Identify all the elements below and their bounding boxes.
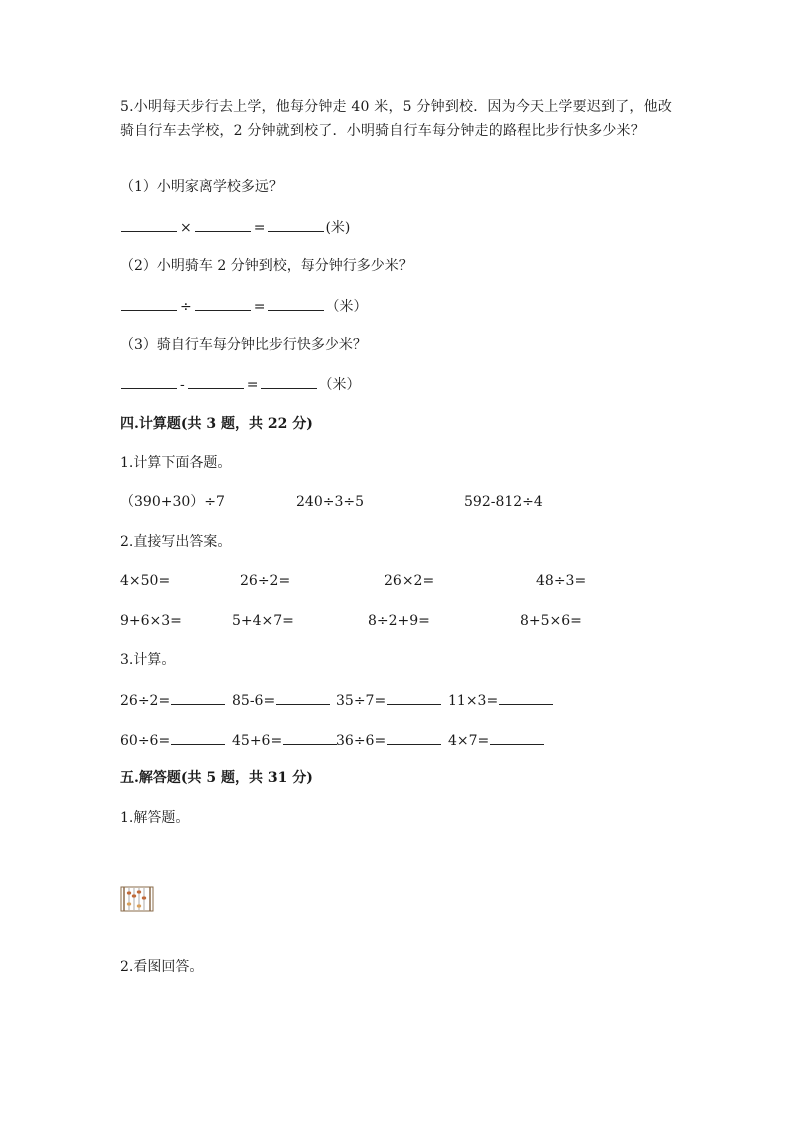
q5-sub1-equation bbox=[120, 217, 350, 238]
answer-blank[interactable] bbox=[387, 730, 441, 745]
answer-blank[interactable] bbox=[261, 374, 317, 389]
answer-blank[interactable] bbox=[499, 690, 553, 705]
q5-sub1-question: （1）小明家离学校多远？ bbox=[120, 179, 283, 195]
answer-blank[interactable] bbox=[171, 730, 225, 745]
fill-item bbox=[336, 730, 442, 751]
q5-sub3-question: （3）骑自行车每分钟比步行快多少米？ bbox=[120, 337, 367, 353]
mental-math-item: 5+4×7= bbox=[232, 613, 294, 629]
operator: - bbox=[180, 377, 185, 393]
s4-q3-title: 3.计算。 bbox=[120, 652, 176, 668]
calc-item: 592-812÷4 bbox=[464, 494, 543, 510]
unit-label: (米) bbox=[325, 220, 351, 236]
expression: 36÷6= bbox=[336, 733, 387, 749]
mental-math-item: 48÷3= bbox=[536, 573, 587, 589]
calc-item: （390+30）÷7 bbox=[120, 494, 225, 510]
fill-item bbox=[232, 690, 331, 711]
expression: 60÷6= bbox=[120, 733, 171, 749]
answer-blank[interactable] bbox=[121, 296, 177, 311]
equals-sign: = bbox=[246, 377, 259, 393]
q5-sub3-equation bbox=[120, 374, 360, 395]
fill-item bbox=[336, 690, 442, 711]
s5-q2-title: 2.看图回答。 bbox=[120, 959, 204, 975]
mental-math-item: 8÷2+9= bbox=[368, 613, 430, 629]
answer-blank[interactable] bbox=[268, 296, 324, 311]
mental-math-item: 4×50= bbox=[120, 573, 171, 589]
expression: 26÷2= bbox=[120, 693, 171, 709]
fill-item bbox=[448, 690, 554, 711]
equals-sign: = bbox=[253, 220, 266, 236]
fill-item bbox=[120, 730, 226, 751]
mental-math-item: 26÷2= bbox=[240, 573, 291, 589]
abacus-icon bbox=[120, 884, 154, 914]
unit-label: （米） bbox=[325, 299, 368, 315]
answer-blank[interactable] bbox=[121, 217, 177, 232]
q5-sub2-question: （2）小明骑车 2 分钟到校，每分钟行多少米？ bbox=[120, 258, 413, 274]
section4-heading: 四.计算题(共 3 题，共 22 分) bbox=[120, 416, 313, 432]
unit-label: （米） bbox=[318, 377, 361, 393]
answer-blank[interactable] bbox=[121, 374, 177, 389]
q5-problem-text: 5.小明每天步行去上学，他每分钟走 40 米，5 分钟到校．因为今天上学要迟到了，他改骑自行车去学校，2 分钟就到校了．小明骑自行车每分钟走的路程比步行快多少米？ bbox=[120, 99, 673, 139]
calc-item: 240÷3÷5 bbox=[296, 494, 364, 510]
answer-blank[interactable] bbox=[276, 690, 330, 705]
mental-math-item: 26×2= bbox=[384, 573, 435, 589]
expression: 85-6= bbox=[232, 693, 276, 709]
fill-item bbox=[232, 730, 338, 751]
operator: × bbox=[180, 220, 192, 236]
answer-blank[interactable] bbox=[188, 374, 244, 389]
operator: ÷ bbox=[180, 299, 192, 315]
fill-item bbox=[448, 730, 545, 751]
expression: 45+6= bbox=[232, 733, 283, 749]
answer-blank[interactable] bbox=[195, 296, 251, 311]
equals-sign: = bbox=[253, 299, 266, 315]
expression: 11×3= bbox=[448, 693, 499, 709]
answer-blank[interactable] bbox=[283, 730, 337, 745]
s4-q2-title: 2.直接写出答案。 bbox=[120, 534, 232, 550]
expression: 4×7= bbox=[448, 733, 490, 749]
answer-blank[interactable] bbox=[490, 730, 544, 745]
fill-item bbox=[120, 690, 226, 711]
expression: 35÷7= bbox=[336, 693, 387, 709]
s5-q1-title: 1.解答题。 bbox=[120, 810, 190, 826]
answer-blank[interactable] bbox=[387, 690, 441, 705]
answer-blank[interactable] bbox=[171, 690, 225, 705]
answer-blank[interactable] bbox=[195, 217, 251, 232]
mental-math-item: 9+6×3= bbox=[120, 613, 182, 629]
q5-sub2-equation bbox=[120, 296, 367, 317]
section5-heading: 五.解答题(共 5 题，共 31 分) bbox=[120, 770, 313, 786]
s4-q1-title: 1.计算下面各题。 bbox=[120, 455, 232, 471]
mental-math-item: 8+5×6= bbox=[520, 613, 582, 629]
answer-blank[interactable] bbox=[268, 217, 324, 232]
